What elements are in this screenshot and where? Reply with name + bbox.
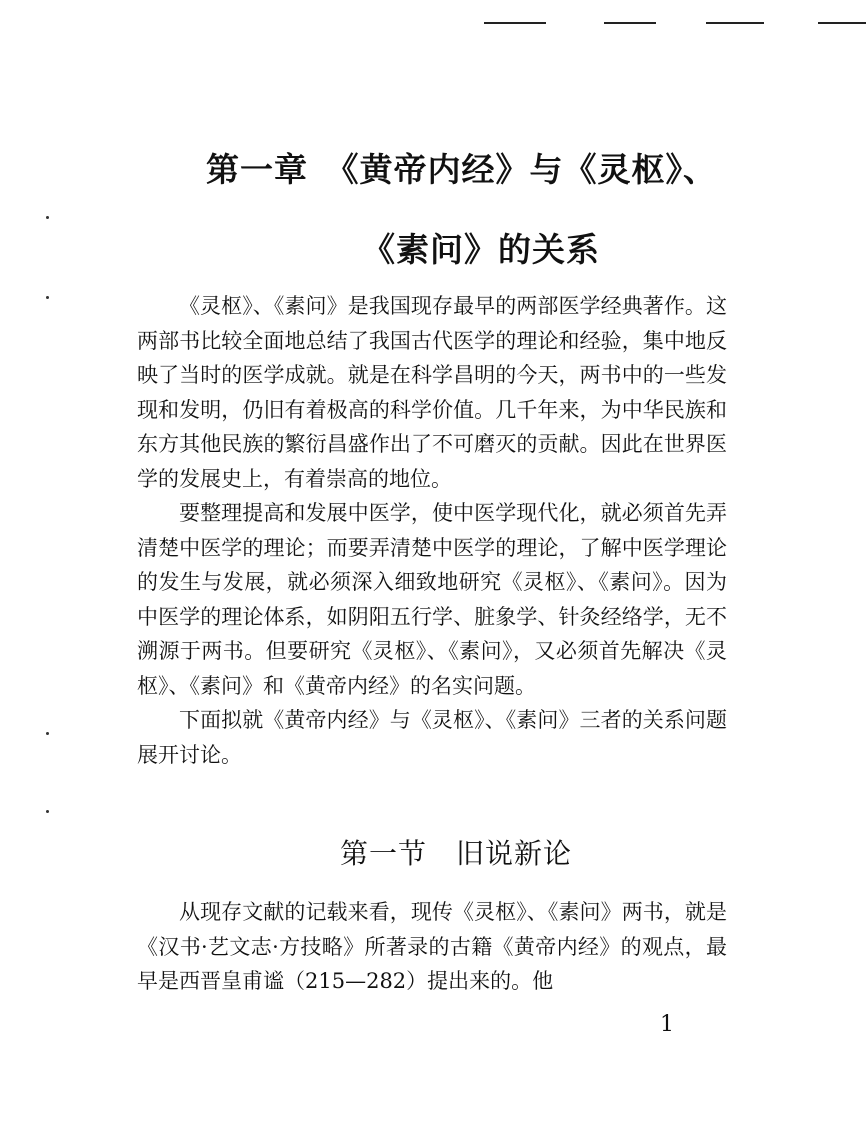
header-rule (604, 22, 656, 24)
header-rule (484, 22, 546, 24)
chapter-title-line2: 《素问》的关系 (362, 230, 600, 269)
section-title: 第一节 旧说新论 (340, 837, 573, 870)
scan-speck (46, 810, 49, 813)
paragraph: 要整理提高和发展中医学，使中医学现代化，就必须首先弄清楚中医学的理论；而要弄清楚中医学的理论，了解中医学理论的发生与发展，就必须深入细致地研究《灵枢》、《素问》。因为中医学的理论体系，如阴阳五行学、脏象学、针灸经络学，无不溯源于两书。但要研究《灵枢》、《素问》，又必须首先解决《灵枢》、《素问》和《黄帝内经》的名实问题。 (137, 501, 727, 698)
header-rule (706, 22, 764, 24)
intro-text (137, 289, 727, 772)
chapter-title-line1: 第一章 《黄帝内经》与《灵枢》、 (206, 150, 717, 189)
section-text (137, 895, 727, 999)
scan-speck (46, 216, 49, 219)
scan-speck (46, 296, 49, 299)
scan-speck (46, 732, 49, 735)
paragraph: 下面拟就《黄帝内经》与《灵枢》、《素问》三者的关系问题展开讨论。 (137, 708, 727, 767)
paragraph: 《灵枢》、《素问》是我国现存最早的两部医学经典著作。这两部书比较全面地总结了我国古代医学的理论和经验，集中地反映了当时的医学成就。就是在科学昌明的今天，两书中的一些发现和发明，仍旧有着极高的科学价值。几千年来，为中华民族和东方其他民族的繁衍昌盛作出了不可磨灭的贡献。因此在世界医学的发展史上，有着崇高的地位。 (137, 294, 727, 491)
header-rule (818, 22, 866, 24)
paragraph: 从现存文献的记载来看，现传《灵枢》、《素问》两书，就是《汉书·艺文志·方技略》所著录的古籍《黄帝内经》的观点，最早是西晋皇甫谧（215—282）提出来的。他 (137, 900, 727, 993)
page-number: 1 (660, 1012, 674, 1037)
